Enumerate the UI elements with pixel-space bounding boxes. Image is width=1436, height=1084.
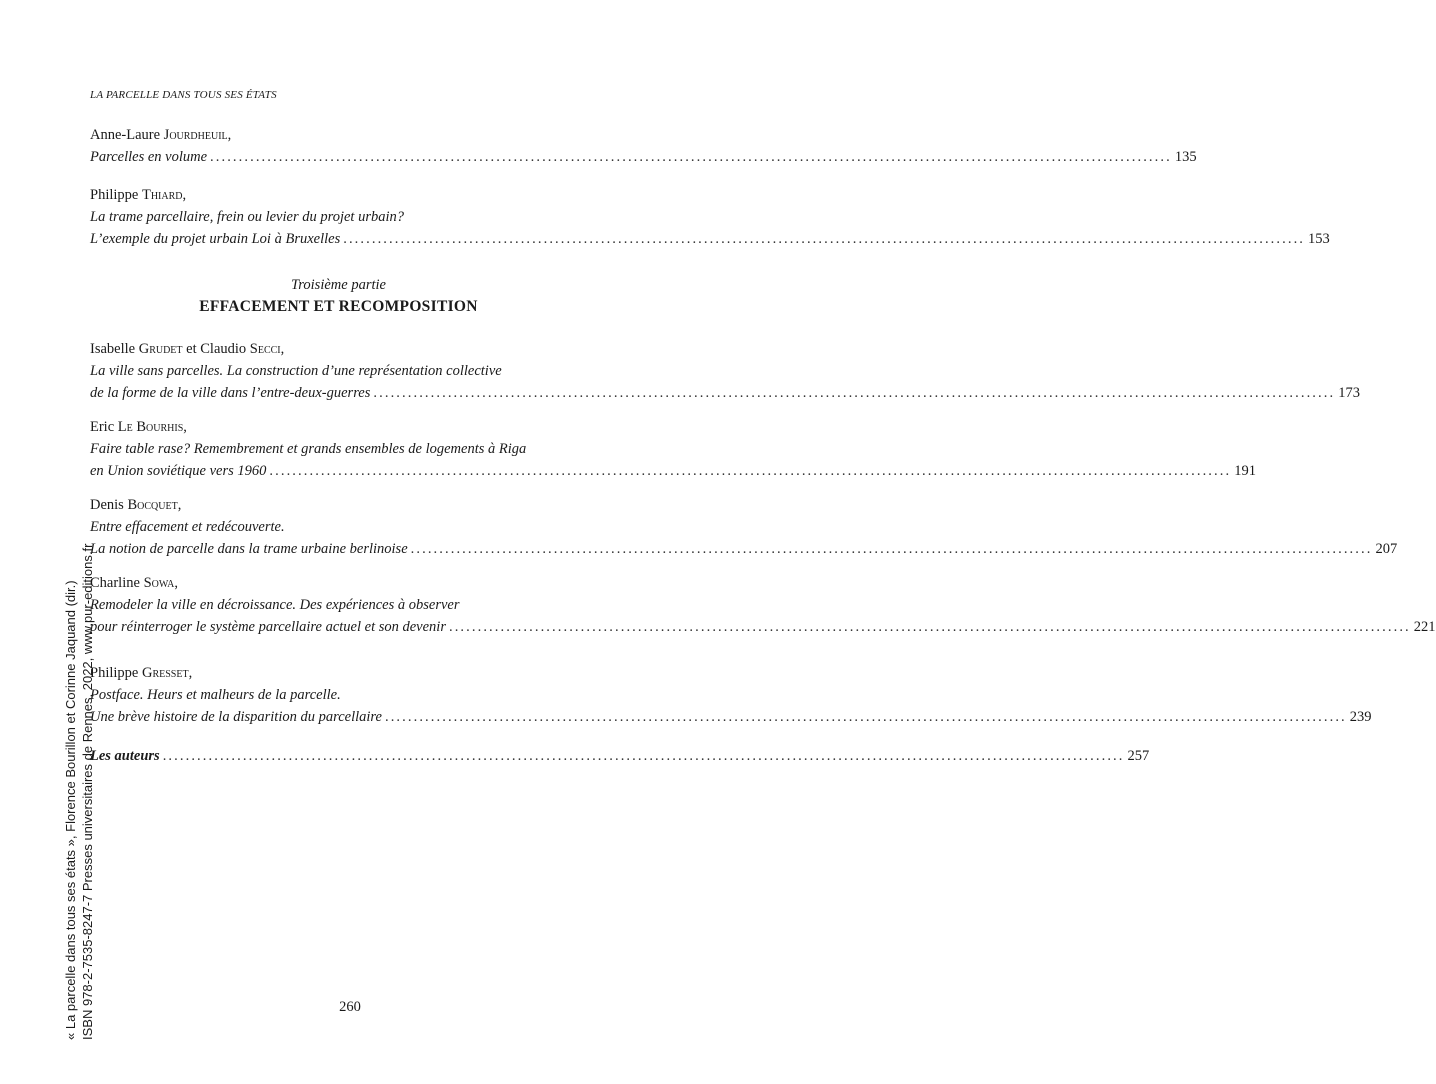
entry-title: en Union soviétique vers 1960	[90, 463, 267, 479]
entry-author: Eric Le Bourhis,	[90, 419, 187, 435]
entry-title: La ville sans parcelles. La construction d’une représentation collective	[90, 363, 502, 379]
dot-leader: ........................................................................................................................................................................	[373, 385, 1336, 401]
entry-title-line	[90, 146, 1197, 168]
entry-title-line	[90, 616, 1436, 638]
toc-entry-gresset	[90, 662, 1372, 728]
part-title: EFFACEMENT ET RECOMPOSITION	[199, 298, 478, 315]
dot-leader: ........................................................................................................................................................................	[162, 748, 1125, 764]
entry-author: Denis Bocquet,	[90, 497, 182, 513]
running-head: LA PARCELLE DANS TOUS SES ÉTATS	[90, 89, 277, 101]
entry-title: Faire table rase? Remembrement et grands ensembles de logements à Riga	[90, 441, 527, 457]
entry-author: Philippe Gresset,	[90, 665, 193, 681]
entry-title-line	[90, 745, 1150, 767]
dot-leader: ........................................................................................................................................................................	[448, 619, 1411, 635]
toc-entry-thiard	[90, 184, 1330, 250]
side-note-line-1: « La parcelle dans tous ses états », Florence Bourillon et Corinne Jaquand (dir.)	[63, 580, 78, 1040]
entry-page-number: 257	[1127, 748, 1150, 764]
entry-title: Remodeler la ville en décroissance. Des expériences à observer	[90, 597, 460, 613]
entry-page-number: 239	[1349, 709, 1372, 725]
toc-entry-bocquet	[90, 494, 1398, 560]
entry-title: La trame parcellaire, frein ou levier du projet urbain?	[90, 209, 404, 225]
toc-entry-authors	[90, 745, 1150, 767]
entry-title: La notion de parcelle dans la trame urbaine berlinoise	[90, 541, 408, 557]
entry-author: Isabelle Grudet et Claudio Secci,	[90, 341, 285, 357]
entry-title-line	[90, 538, 1398, 560]
entry-page-number: 135	[1174, 149, 1197, 165]
entry-title-line	[90, 706, 1372, 728]
toc-entry-sowa	[90, 572, 1436, 638]
entry-page-number: 221	[1413, 619, 1436, 635]
entry-author: Philippe Thiard,	[90, 187, 187, 203]
entry-author: Anne-Laure Jourdheuil,	[90, 127, 232, 143]
part-heading	[90, 274, 587, 318]
entry-title: Entre effacement et redécouverte.	[90, 519, 285, 535]
entry-title-line	[90, 382, 1360, 404]
entry-title: Les auteurs	[90, 748, 160, 764]
entry-author: Charline Sowa,	[90, 575, 179, 591]
entry-page-number: 191	[1234, 463, 1256, 479]
entry-title: Parcelles en volume	[90, 149, 208, 165]
toc-entry-jourdheuil	[90, 124, 1197, 168]
entry-title: pour réinterroger le système parcellaire actuel et son devenir	[90, 619, 446, 635]
entry-title: Une brève histoire de la disparition du parcellaire	[90, 709, 382, 725]
table-of-contents	[90, 124, 1436, 767]
side-note-line-2: ISBN 978-2-7535-8247-7 Presses universitaires de Rennes, 2022, www.pur-editions.fr	[80, 543, 95, 1040]
dot-leader: ........................................................................................................................................................................	[410, 541, 1373, 557]
dot-leader: ........................................................................................................................................................................	[269, 463, 1232, 479]
dot-leader: ........................................................................................................................................................................	[343, 231, 1306, 247]
entry-title-line	[90, 228, 1330, 250]
page-number: 260	[339, 999, 361, 1015]
entry-title: L’exemple du projet urbain Loi à Bruxelles	[90, 231, 341, 247]
toc-entry-le-bourhis	[90, 416, 1256, 482]
entry-page-number: 153	[1308, 231, 1330, 247]
toc-entry-grudet-secci	[90, 338, 1360, 404]
dot-leader: ........................................................................................................................................................................	[210, 149, 1172, 165]
dot-leader: ........................................................................................................................................................................	[384, 709, 1347, 725]
entry-page-number: 207	[1375, 541, 1398, 557]
entry-page-number: 173	[1338, 385, 1360, 401]
part-label: Troisième partie	[291, 277, 386, 293]
entry-title: de la forme de la ville dans l’entre-deux-guerres	[90, 385, 371, 401]
entry-title: Postface. Heurs et malheurs de la parcelle.	[90, 687, 341, 703]
entry-title-line	[90, 460, 1256, 482]
